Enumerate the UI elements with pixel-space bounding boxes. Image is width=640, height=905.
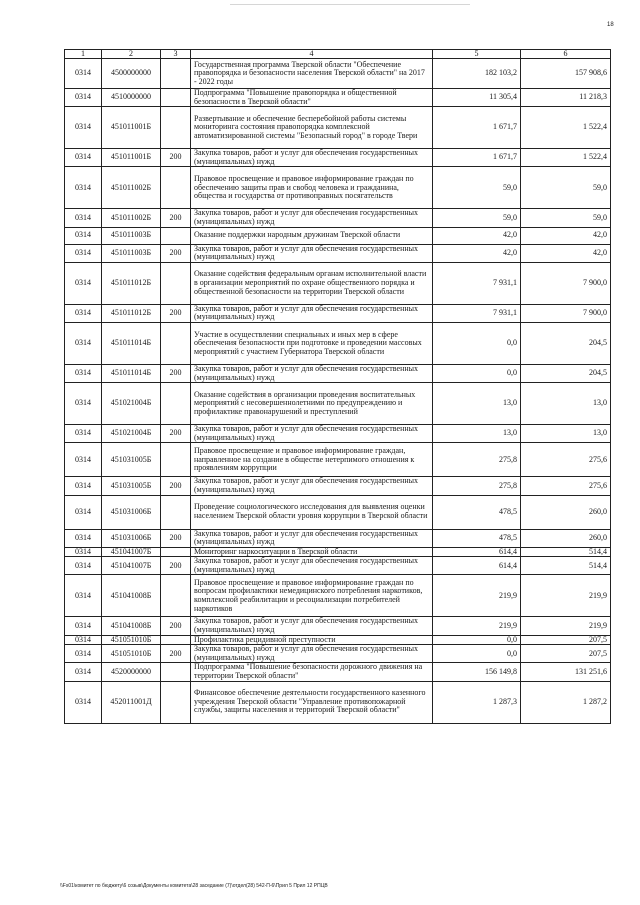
target-code-cell: 451051010Б — [102, 645, 161, 663]
expense-type-cell: 200 — [161, 425, 191, 443]
table-row — [65, 495, 611, 529]
section-code-cell: 0314 — [65, 425, 102, 443]
table-row — [65, 663, 611, 681]
expense-type-cell — [161, 322, 191, 364]
expense-type-cell — [161, 547, 191, 557]
header-cell: 6 — [521, 50, 611, 59]
section-code-cell: 0314 — [65, 477, 102, 495]
target-code-cell: 451041008Б — [102, 575, 161, 617]
expense-type-cell: 200 — [161, 645, 191, 663]
table-row — [65, 227, 611, 244]
target-code-cell: 4510000000 — [102, 89, 161, 107]
table-row — [65, 617, 611, 635]
section-code-cell: 0314 — [65, 227, 102, 244]
amount-plan-cell: 614,4 — [433, 547, 521, 557]
amount-actual-cell: 131 251,6 — [521, 663, 611, 681]
amount-actual-cell: 275,6 — [521, 443, 611, 477]
expense-type-cell: 200 — [161, 557, 191, 575]
expense-type-cell: 200 — [161, 477, 191, 495]
expense-type-cell — [161, 262, 191, 304]
amount-plan-cell: 7 931,1 — [433, 262, 521, 304]
amount-plan-cell: 42,0 — [433, 244, 521, 262]
section-code-cell: 0314 — [65, 209, 102, 227]
header-cell: 4 — [191, 50, 433, 59]
amount-actual-cell: 13,0 — [521, 383, 611, 425]
table-row — [65, 167, 611, 209]
amount-actual-cell: 59,0 — [521, 167, 611, 209]
header-cell: 1 — [65, 50, 102, 59]
expense-type-cell — [161, 663, 191, 681]
target-code-cell: 451011001Б — [102, 107, 161, 149]
description-cell: Закупка товаров, работ и услуг для обеспечения государственных (муниципальных) нужд — [191, 304, 433, 322]
amount-actual-cell: 7 900,0 — [521, 304, 611, 322]
amount-actual-cell: 514,4 — [521, 547, 611, 557]
expense-type-cell — [161, 167, 191, 209]
amount-plan-cell: 1 671,7 — [433, 107, 521, 149]
expense-type-cell — [161, 443, 191, 477]
scan-artifact — [230, 4, 470, 5]
section-code-cell: 0314 — [65, 149, 102, 167]
expense-type-cell: 200 — [161, 364, 191, 382]
page-number: 18 — [607, 22, 614, 28]
amount-actual-cell: 13,0 — [521, 425, 611, 443]
expense-type-cell — [161, 107, 191, 149]
description-cell: Закупка товаров, работ и услуг для обеспечения государственных (муниципальных) нужд — [191, 477, 433, 495]
amount-actual-cell: 11 218,3 — [521, 89, 611, 107]
table-row — [65, 244, 611, 262]
target-code-cell: 451011012Б — [102, 262, 161, 304]
amount-plan-cell: 1 287,3 — [433, 681, 521, 723]
target-code-cell: 451041007Б — [102, 557, 161, 575]
amount-plan-cell: 0,0 — [433, 322, 521, 364]
expense-type-cell: 200 — [161, 209, 191, 227]
amount-plan-cell: 13,0 — [433, 383, 521, 425]
table-row — [65, 645, 611, 663]
description-cell: Подпрограмма "Повышение правопорядка и общественной безопасности в Тверской области" — [191, 89, 433, 107]
section-code-cell: 0314 — [65, 364, 102, 382]
target-code-cell: 451011014Б — [102, 364, 161, 382]
section-code-cell: 0314 — [65, 167, 102, 209]
amount-actual-cell: 42,0 — [521, 244, 611, 262]
table-row — [65, 635, 611, 645]
expense-type-cell: 200 — [161, 529, 191, 547]
table-row — [65, 547, 611, 557]
amount-plan-cell: 11 305,4 — [433, 89, 521, 107]
target-code-cell: 451031005Б — [102, 477, 161, 495]
section-code-cell: 0314 — [65, 547, 102, 557]
amount-plan-cell: 219,9 — [433, 575, 521, 617]
section-code-cell: 0314 — [65, 681, 102, 723]
target-code-cell: 451011012Б — [102, 304, 161, 322]
section-code-cell: 0314 — [65, 89, 102, 107]
table-row — [65, 59, 611, 89]
amount-plan-cell: 478,5 — [433, 495, 521, 529]
table-row — [65, 107, 611, 149]
table-row — [65, 477, 611, 495]
expense-type-cell — [161, 89, 191, 107]
description-cell: Закупка товаров, работ и услуг для обеспечения государственных (муниципальных) нужд — [191, 149, 433, 167]
section-code-cell: 0314 — [65, 107, 102, 149]
expense-type-cell — [161, 681, 191, 723]
section-code-cell: 0314 — [65, 59, 102, 89]
description-cell: Участие в осуществлении специальных и иных мер в сфере обеспечения безопасности при подготовке и проведении массовых мероприятий с участием Губернатора Тверской области — [191, 322, 433, 364]
amount-plan-cell: 0,0 — [433, 635, 521, 645]
section-code-cell: 0314 — [65, 443, 102, 477]
amount-actual-cell: 260,0 — [521, 529, 611, 547]
target-code-cell: 452011001Д — [102, 681, 161, 723]
expense-type-cell — [161, 495, 191, 529]
amount-actual-cell: 7 900,0 — [521, 262, 611, 304]
table-row — [65, 262, 611, 304]
table-row — [65, 575, 611, 617]
amount-actual-cell: 204,5 — [521, 364, 611, 382]
expense-type-cell: 200 — [161, 244, 191, 262]
description-cell: Закупка товаров, работ и услуг для обеспечения государственных (муниципальных) нужд — [191, 557, 433, 575]
amount-actual-cell: 204,5 — [521, 322, 611, 364]
amount-actual-cell: 219,9 — [521, 575, 611, 617]
amount-actual-cell: 207,5 — [521, 635, 611, 645]
description-cell: Подпрограмма "Повышение безопасности дорожного движения на территории Тверской области" — [191, 663, 433, 681]
amount-actual-cell: 514,4 — [521, 557, 611, 575]
target-code-cell: 451031006Б — [102, 529, 161, 547]
amount-actual-cell: 219,9 — [521, 617, 611, 635]
description-cell: Закупка товаров, работ и услуг для обеспечения государственных (муниципальных) нужд — [191, 244, 433, 262]
table-row — [65, 681, 611, 723]
description-cell: Закупка товаров, работ и услуг для обеспечения государственных (муниципальных) нужд — [191, 209, 433, 227]
description-cell: Оказание поддержки народным дружинам Тверской области — [191, 227, 433, 244]
section-code-cell: 0314 — [65, 244, 102, 262]
expense-type-cell: 200 — [161, 304, 191, 322]
table-row — [65, 383, 611, 425]
target-code-cell: 451011003Б — [102, 227, 161, 244]
header-row — [65, 50, 611, 59]
expense-type-cell: 200 — [161, 149, 191, 167]
amount-plan-cell: 275,8 — [433, 443, 521, 477]
amount-actual-cell: 260,0 — [521, 495, 611, 529]
description-cell: Финансовое обеспечение деятельности государственного казенного учреждения Тверской области "Управление противопожарной службы, защиты населения и территорий Тверской области" — [191, 681, 433, 723]
target-code-cell: 451051010Б — [102, 635, 161, 645]
table-row — [65, 529, 611, 547]
header-cell: 5 — [433, 50, 521, 59]
section-code-cell: 0314 — [65, 529, 102, 547]
table-row — [65, 209, 611, 227]
target-code-cell: 451041008Б — [102, 617, 161, 635]
amount-actual-cell: 207,5 — [521, 645, 611, 663]
amount-actual-cell: 157 908,6 — [521, 59, 611, 89]
target-code-cell: 451011002Б — [102, 167, 161, 209]
section-code-cell: 0314 — [65, 304, 102, 322]
description-cell: Закупка товаров, работ и услуг для обеспечения государственных (муниципальных) нужд — [191, 425, 433, 443]
table-row — [65, 89, 611, 107]
amount-actual-cell: 59,0 — [521, 209, 611, 227]
description-cell: Закупка товаров, работ и услуг для обеспечения государственных (муниципальных) нужд — [191, 529, 433, 547]
description-cell: Закупка товаров, работ и услуг для обеспечения государственных (муниципальных) нужд — [191, 645, 433, 663]
file-path-footer: \\Fs01\комитет по бюджету\6 созыв\Документы комитета\28 заседание (7)\отдел(28) 542-П-6\Прил 5 Прил 12 РПЦВ — [60, 883, 328, 889]
table-row — [65, 425, 611, 443]
amount-plan-cell: 0,0 — [433, 364, 521, 382]
amount-plan-cell: 7 931,1 — [433, 304, 521, 322]
amount-plan-cell: 156 149,8 — [433, 663, 521, 681]
table-row — [65, 322, 611, 364]
description-cell: Закупка товаров, работ и услуг для обеспечения государственных (муниципальных) нужд — [191, 617, 433, 635]
description-cell: Государственная программа Тверской области "Обеспечение правопорядка и безопасности населения Тверской области" на 2017 - 2022 годы — [191, 59, 433, 89]
expense-type-cell — [161, 383, 191, 425]
section-code-cell: 0314 — [65, 383, 102, 425]
target-code-cell: 4520000000 — [102, 663, 161, 681]
amount-plan-cell: 182 103,2 — [433, 59, 521, 89]
amount-plan-cell: 13,0 — [433, 425, 521, 443]
section-code-cell: 0314 — [65, 575, 102, 617]
table-row — [65, 443, 611, 477]
target-code-cell: 451031005Б — [102, 443, 161, 477]
section-code-cell: 0314 — [65, 635, 102, 645]
description-cell: Правовое просвещение и правовое информирование граждан, направленное на создание в обществе нетерпимого отношения к проявлениям коррупции — [191, 443, 433, 477]
header-cell: 2 — [102, 50, 161, 59]
expense-type-cell — [161, 59, 191, 89]
header-cell: 3 — [161, 50, 191, 59]
section-code-cell: 0314 — [65, 617, 102, 635]
amount-actual-cell: 1 522,4 — [521, 149, 611, 167]
description-cell: Мониторинг наркоситуации в Тверской области — [191, 547, 433, 557]
amount-plan-cell: 42,0 — [433, 227, 521, 244]
target-code-cell: 451031006Б — [102, 495, 161, 529]
description-cell: Правовое просвещение и правовое информирование граждан по обеспечению защиты прав и свобод человека и гражданина, общества и государства от противоправных посягательств — [191, 167, 433, 209]
target-code-cell: 451011014Б — [102, 322, 161, 364]
target-code-cell: 4500000000 — [102, 59, 161, 89]
expense-type-cell — [161, 227, 191, 244]
target-code-cell: 451011001Б — [102, 149, 161, 167]
description-cell: Профилактика рецидивной преступности — [191, 635, 433, 645]
amount-actual-cell: 42,0 — [521, 227, 611, 244]
amount-plan-cell: 478,5 — [433, 529, 521, 547]
expense-type-cell — [161, 575, 191, 617]
amount-plan-cell: 59,0 — [433, 167, 521, 209]
table-row — [65, 364, 611, 382]
amount-plan-cell: 59,0 — [433, 209, 521, 227]
description-cell: Оказание содействия федеральным органам исполнительной власти в организации мероприятий по охране общественного порядка и общественной безопасности на территории Тверской области — [191, 262, 433, 304]
expense-type-cell: 200 — [161, 617, 191, 635]
target-code-cell: 451011003Б — [102, 244, 161, 262]
description-cell: Закупка товаров, работ и услуг для обеспечения государственных (муниципальных) нужд — [191, 364, 433, 382]
expense-type-cell — [161, 635, 191, 645]
target-code-cell: 451021004Б — [102, 425, 161, 443]
amount-actual-cell: 1 287,2 — [521, 681, 611, 723]
target-code-cell: 451041007Б — [102, 547, 161, 557]
amount-plan-cell: 1 671,7 — [433, 149, 521, 167]
section-code-cell: 0314 — [65, 645, 102, 663]
table-row — [65, 304, 611, 322]
section-code-cell: 0314 — [65, 322, 102, 364]
amount-plan-cell: 614,4 — [433, 557, 521, 575]
table-row — [65, 149, 611, 167]
section-code-cell: 0314 — [65, 495, 102, 529]
description-cell: Оказание содействия в организации проведения воспитательных мероприятий с несовершеннолетними по предупреждению и профилактике правонарушений и преступлений — [191, 383, 433, 425]
section-code-cell: 0314 — [65, 262, 102, 304]
description-cell: Правовое просвещение и правовое информирование граждан по вопросам профилактики немедицинского потребления наркотиков, комплексной реабилитации и ресоциализации потребителей наркотиков — [191, 575, 433, 617]
description-cell: Проведение социологического исследования для выявления оценки населением Тверской области уровня коррупции в Тверской области — [191, 495, 433, 529]
budget-table — [64, 49, 611, 724]
description-cell: Развертывание и обеспечение бесперебойной работы системы мониторинга состояния правопорядка комплексной автоматизированной системы "Безопасный город" в городе Твери — [191, 107, 433, 149]
section-code-cell: 0314 — [65, 663, 102, 681]
target-code-cell: 451021004Б — [102, 383, 161, 425]
amount-plan-cell: 0,0 — [433, 645, 521, 663]
target-code-cell: 451011002Б — [102, 209, 161, 227]
table-row — [65, 557, 611, 575]
amount-actual-cell: 275,6 — [521, 477, 611, 495]
section-code-cell: 0314 — [65, 557, 102, 575]
amount-plan-cell: 275,8 — [433, 477, 521, 495]
amount-plan-cell: 219,9 — [433, 617, 521, 635]
amount-actual-cell: 1 522,4 — [521, 107, 611, 149]
